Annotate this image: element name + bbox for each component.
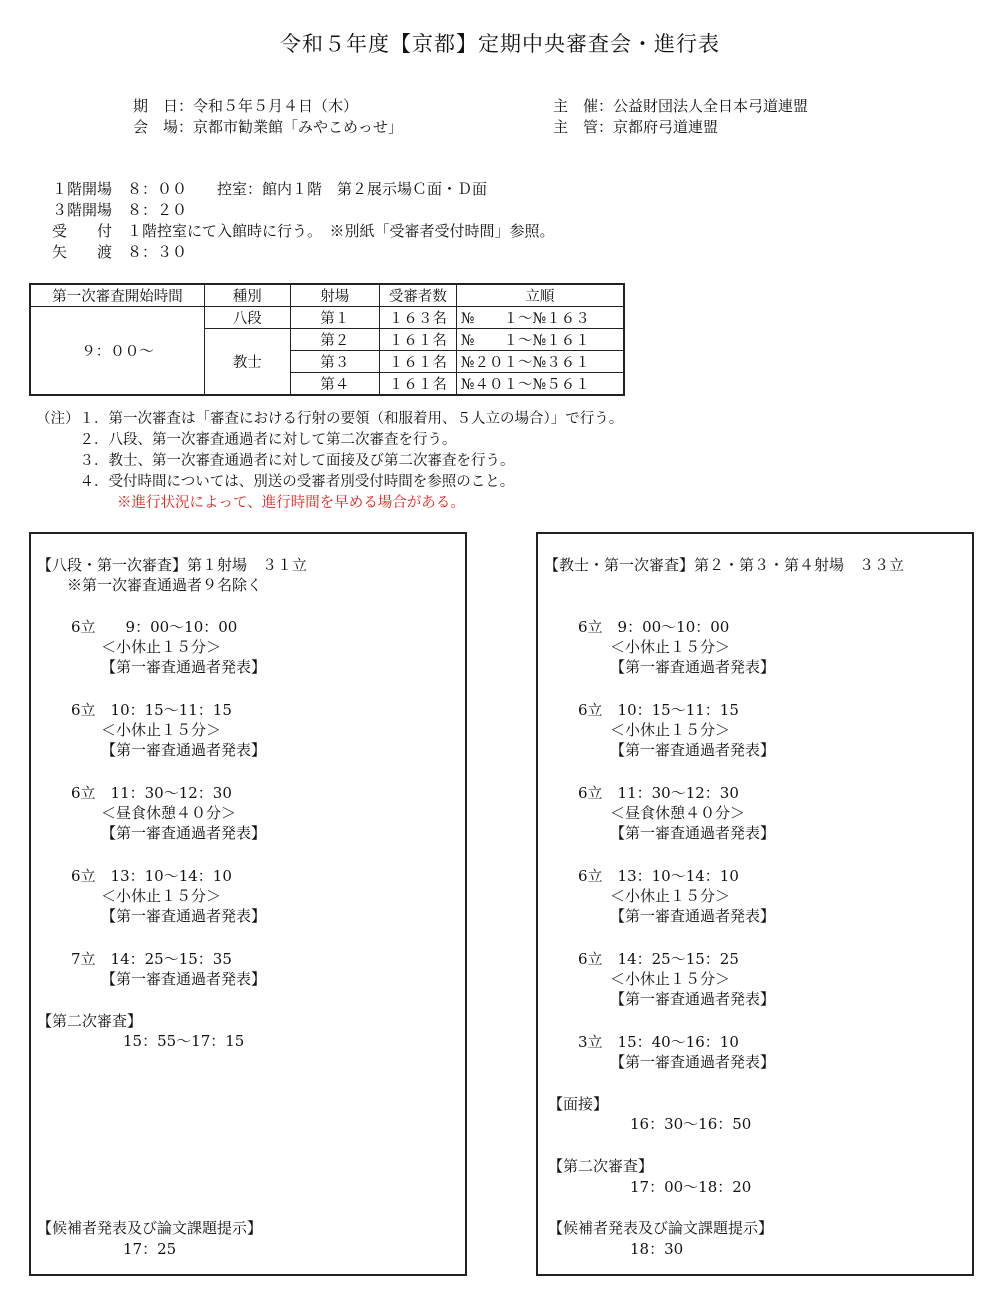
- note-3: ３．教士、第一次審査通過者に対して面接及び第二次審査を行う。: [36, 453, 515, 469]
- block-break: ＜小休止１５分＞: [610, 638, 731, 656]
- block-time: 6立 10：15〜11：15: [578, 701, 739, 719]
- final-title: 【候補者発表及び論文課題提示】: [548, 1219, 774, 1237]
- final-time: 17：25: [123, 1240, 177, 1258]
- hachidan-schedule-box: [29, 532, 467, 1276]
- interview-time: 16：30〜16：50: [630, 1115, 752, 1133]
- order-cell: № １〜№１６３: [456, 307, 624, 329]
- block-time: 6立 10：15〜11：15: [71, 701, 232, 719]
- range-cell: 第２: [290, 329, 379, 351]
- block-time: 6立 14：25〜15：25: [578, 950, 739, 968]
- date-line: 期 日：令和５年５月４日（木）: [133, 97, 359, 115]
- block-break: ＜小休止１５分＞: [101, 721, 222, 739]
- schedule-table: [29, 283, 625, 396]
- interview-title: 【面接】: [548, 1095, 609, 1113]
- block-announce: 【第一審査通過者発表】: [610, 824, 776, 842]
- organizer-line: 主 管：京都府弓道連盟: [553, 118, 719, 136]
- order-cell: № １〜№１６１: [456, 329, 624, 351]
- block-announce: 【第一審査通過者発表】: [610, 907, 776, 925]
- opening-1f: １階開場 ８：００ 控室：館内１階 第２展示場Ｃ面・Ｄ面: [52, 180, 488, 198]
- host-line: 主 催：公益財団法人全日本弓道連盟: [553, 97, 809, 115]
- block-time: 6立 13：10〜14：10: [578, 867, 739, 885]
- final-title: 【候補者発表及び論文課題提示】: [37, 1219, 263, 1237]
- reception-line: 受 付 １階控室にて入館時に行う。 ※別紙「受審者受付時間」参照。: [52, 222, 555, 240]
- block-announce: 【第一審査通過者発表】: [610, 1053, 776, 1071]
- block-break: ＜小休止１５分＞: [610, 887, 731, 905]
- block-announce: 【第一審査通過者発表】: [101, 824, 267, 842]
- block-announce: 【第一審査通過者発表】: [101, 741, 267, 759]
- box-subnote: ※第一次審査通過者９名除く: [67, 576, 263, 594]
- box-header: 【教士・第一次審査】第２・第３・第４射場 ３３立: [544, 556, 905, 574]
- block-time: 6立 9：00〜10：00: [71, 618, 238, 636]
- block-break: ＜小休止１５分＞: [101, 887, 222, 905]
- block-time: 6立 11：30〜12：30: [71, 784, 232, 802]
- table-header-row: [30, 284, 624, 307]
- table-header: 受審者数: [379, 284, 456, 307]
- start-time-cell: ９：００〜: [30, 307, 205, 396]
- table-header: 種別: [205, 284, 290, 307]
- second-exam-time: 15：55〜17：15: [123, 1032, 245, 1050]
- block-time: 3立 15：40〜16：10: [578, 1033, 739, 1051]
- box-header: 【八段・第一次審査】第１射場 ３１立: [37, 556, 308, 574]
- category-cell: 教士: [205, 329, 290, 396]
- range-cell: 第３: [290, 351, 379, 373]
- order-cell: №４０１〜№５６１: [456, 373, 624, 396]
- kyoshi-schedule-box: [536, 532, 974, 1276]
- block-break: ＜小休止１５分＞: [610, 721, 731, 739]
- category-cell: 八段: [205, 307, 290, 329]
- table-header: 射場: [290, 284, 379, 307]
- second-exam-time: 17：00〜18：20: [630, 1178, 752, 1196]
- table-header: 第一次審査開始時間: [30, 284, 205, 307]
- opening-3f: ３階開場 ８：２０: [52, 201, 188, 219]
- final-time: 18：30: [630, 1240, 684, 1258]
- block-break: ＜小休止１５分＞: [610, 970, 731, 988]
- block-announce: 【第一審査通過者発表】: [610, 741, 776, 759]
- count-cell: １６１名: [379, 329, 456, 351]
- block-break: ＜小休止１５分＞: [101, 638, 222, 656]
- block-time: 7立 14：25〜15：35: [71, 950, 232, 968]
- block-break: ＜昼食休憩４０分＞: [101, 804, 237, 822]
- note-4: ４．受付時間については、別送の受審者別受付時間を参照のこと。: [36, 474, 515, 490]
- block-break: ＜昼食休憩４０分＞: [610, 804, 746, 822]
- table-header: 立順: [456, 284, 624, 307]
- venue-line: 会 場：京都市勧業館「みやこめっせ」: [133, 118, 403, 136]
- block-time: 6立 11：30〜12：30: [578, 784, 739, 802]
- table-row: [30, 307, 624, 329]
- count-cell: １６３名: [379, 307, 456, 329]
- order-cell: №２０１〜№３６１: [456, 351, 624, 373]
- second-exam-title: 【第二次審査】: [548, 1157, 654, 1175]
- block-announce: 【第一審査通過者発表】: [101, 907, 267, 925]
- block-announce: 【第一審査通過者発表】: [610, 658, 776, 676]
- block-announce: 【第一審査通過者発表】: [610, 990, 776, 1008]
- note-1: （注）１．第一次審査は「審査における行射の要領（和服着用、５人立の場合）」で行う。: [36, 411, 624, 427]
- count-cell: １６１名: [379, 351, 456, 373]
- note-2: ２．八段、第一次審査通過者に対して第二次審査を行う。: [36, 432, 457, 448]
- yawatashi-line: 矢 渡 ８：３０: [52, 243, 188, 261]
- range-cell: 第１: [290, 307, 379, 329]
- page-title: 令和５年度【京都】定期中央審査会・進行表: [280, 32, 720, 56]
- range-cell: 第４: [290, 373, 379, 396]
- note-warning: ※進行状況によって、進行時間を早める場合がある。: [117, 495, 465, 511]
- block-announce: 【第一審査通過者発表】: [101, 658, 267, 676]
- block-announce: 【第一審査通過者発表】: [101, 970, 267, 988]
- block-time: 6立 13：10〜14：10: [71, 867, 232, 885]
- block-time: 6立 9：00〜10：00: [578, 618, 730, 636]
- count-cell: １６１名: [379, 373, 456, 396]
- second-exam-title: 【第二次審査】: [37, 1012, 143, 1030]
